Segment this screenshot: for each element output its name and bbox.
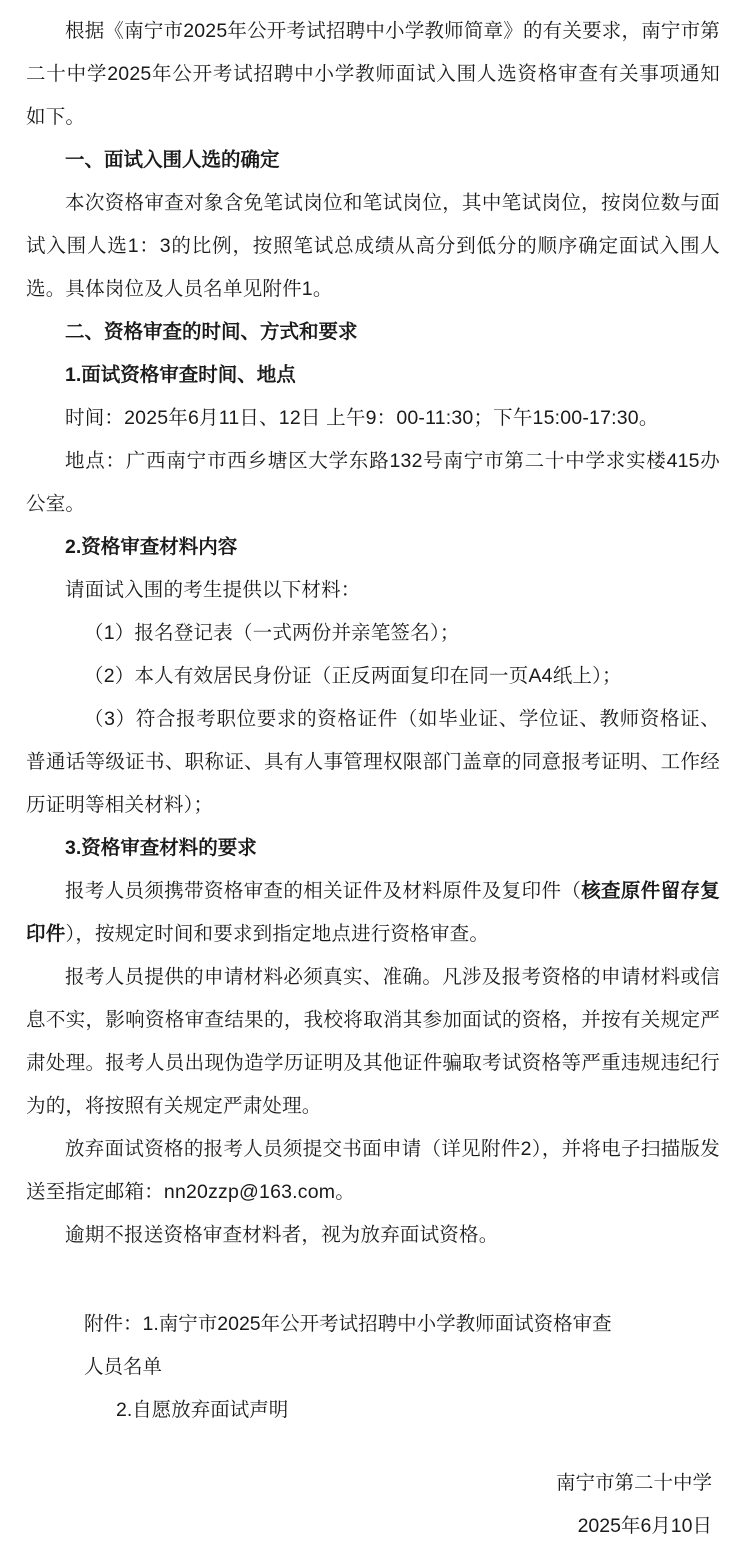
attachment-line-2: 人员名单 [84, 1356, 163, 1378]
attachment-line-1: 附件：1.南宁市2025年公开考试招聘中小学教师面试资格审查 [84, 1313, 612, 1335]
heading-section-2-1: 1.面试资格审查时间、地点 [65, 364, 296, 386]
paragraph-requirement-4: 逾期不报送资格审查材料者，视为放弃面试资格。 [65, 1224, 499, 1246]
paragraph-audit-time: 时间：2025年6月11日、12日 上午9：00-11:30；下午15:00-17:30。 [65, 407, 659, 429]
paragraph-intro: 根据《南宁市2025年公开考试招聘中小学教师简章》的有关要求，南宁市第二十中学2025年公开考试招聘中小学教师面试入围人选资格审查有关事项通知如下。 [26, 20, 720, 128]
paragraph-section-1-body: 本次资格审查对象含免笔试岗位和笔试岗位，其中笔试岗位，按岗位数与面试入围人选1：3的比例，按照笔试总成绩从高分到低分的顺序确定面试入围人选。具体岗位及人员名单见附件1。 [26, 192, 720, 300]
heading-section-1: 一、面试入围人选的确定 [65, 149, 280, 171]
paragraph-audit-place: 地点：广西南宁市西乡塘区大学东路132号南宁市第二十中学求实楼415办公室。 [26, 450, 720, 515]
spacer-before-attachments [26, 1257, 720, 1303]
requirement-1-segment-3: ），按规定时间和要求到指定地点进行资格审查。 [65, 923, 490, 945]
paragraph-requirement-2: 报考人员提供的申请材料必须真实、准确。凡涉及报考资格的申请材料或信息不实，影响资格审查结果的，我校将取消其参加面试的资格，并按有关规定严肃处理。报考人员出现伪造学历证明及其他证件骗取考试资格等严重违规违纪行为的，将按照有关规定严肃处理。 [26, 966, 720, 1117]
heading-section-2-3: 3.资格审查材料的要求 [65, 837, 257, 859]
spacer-before-signature [26, 1432, 720, 1462]
list-item-material-1: （1）报名登记表（一式两份并亲笔签名）； [84, 622, 460, 644]
heading-section-2: 二、资格审查的时间、方式和要求 [65, 321, 358, 343]
paragraph-requirement-3: 放弃面试资格的报考人员须提交书面申请（详见附件2），并将电子扫描版发送至指定邮箱：nn20zzp@163.com。 [26, 1138, 720, 1203]
paragraph-requirement-1 [26, 870, 720, 956]
list-item-material-2: （2）本人有效居民身份证（正反两面复印在同一页A4纸上）； [84, 665, 622, 687]
attachments-block [26, 1303, 720, 1432]
requirement-1-emphasis: 核查原件留存复印件 [26, 880, 721, 945]
signature-date: 2025年6月10日 [577, 1515, 712, 1537]
attachment-line-3: 2.自愿放弃面试声明 [116, 1399, 289, 1421]
paragraph-materials-intro: 请面试入围的考生提供以下材料： [65, 579, 361, 601]
heading-section-2-2: 2.资格审查材料内容 [65, 536, 238, 558]
list-item-material-3: （3）符合报考职位要求的资格证件（如毕业证、学位证、教师资格证、普通话等级证书、职称证、具有人事管理权限部门盖章的同意报考证明、工作经历证明等相关材料）； [26, 708, 720, 816]
requirement-1-segment-1: 报考人员须携带资格审查的相关证件及材料原件及复印件（ [65, 880, 582, 902]
signature-organization: 南宁市第二十中学 [555, 1472, 712, 1494]
